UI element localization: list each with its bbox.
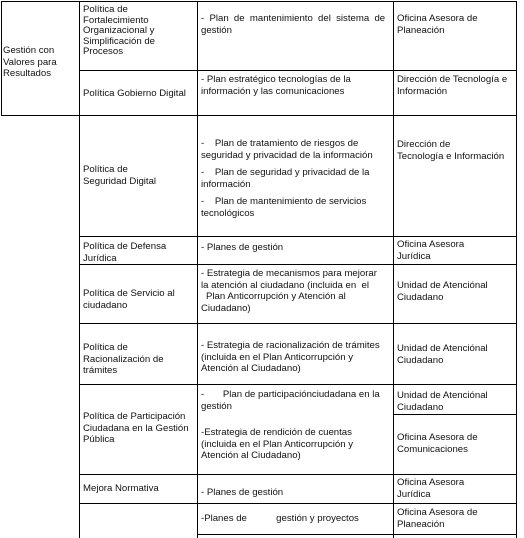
plan-item: - Plan de participaciónciudadana en la gestión bbox=[201, 389, 380, 412]
responsible-office: Oficina Asesora Jurídica bbox=[397, 477, 465, 500]
responsible-subrow-divider bbox=[393, 414, 517, 415]
plan-item: -Estrategia de rendición de cuentas (incluida en el Plan Anticorrupción y Atención al Ciudadano) bbox=[201, 427, 353, 461]
column-divider-1 bbox=[79, 1, 80, 538]
plan-item: - Plan de tratamiento de riesgos de seguridad y privacidad de la información bbox=[201, 138, 373, 161]
plan-item: - Plan de mantenimiento del sistema de gestión bbox=[201, 13, 386, 36]
responsible-office: Unidad de Atenciónal Ciudadano bbox=[397, 280, 488, 303]
plan-item: - Planes de gestión bbox=[201, 487, 284, 498]
policy-name: Política de Fortalecimiento Organizacional y Simplificación de Procesos bbox=[83, 4, 155, 58]
row-divider bbox=[79, 323, 517, 324]
responsible-office: Oficina Asesora de Planeación bbox=[397, 507, 478, 530]
row-divider bbox=[197, 534, 517, 535]
responsible-office: Dirección de Tecnología e Información bbox=[397, 139, 505, 162]
policy-name: Política de Defensa Jurídica bbox=[83, 241, 167, 264]
plan-item: - Estrategia de mecanismos para mejorar la atención al ciudadano (incluida en el Plan Anticorrupción y Atención al Ciudadano) bbox=[201, 268, 377, 314]
dimension-label: Gestión con Valores para Resultados bbox=[3, 45, 57, 79]
responsible-office: Oficina Asesora de Comunicaciones bbox=[397, 432, 478, 455]
policy-name: Mejora Normativa bbox=[83, 483, 159, 494]
responsible-office: Unidad de Atenciónal Ciudadano bbox=[397, 343, 488, 366]
row-divider bbox=[79, 70, 517, 71]
policy-name: Política de Racionalización de trámites bbox=[83, 342, 164, 376]
plan-item: - Plan estratégico tecnologías de la información y las comunicaciones bbox=[201, 74, 351, 97]
policy-name: Política de Servicio al ciudadano bbox=[83, 288, 175, 311]
dimension-row-divider bbox=[1, 115, 517, 116]
row-divider bbox=[79, 236, 517, 237]
policy-name: Política de Seguridad Digital bbox=[83, 164, 157, 187]
column-divider-2 bbox=[197, 1, 198, 538]
policy-name: Política de Participación Ciudadana en la Gestión Pública bbox=[83, 411, 189, 445]
responsible-office: Dirección de Tecnología e Información bbox=[397, 74, 508, 97]
plan-item: - Plan de mantenimiento de servicios tecnológicos bbox=[201, 196, 367, 219]
responsible-office: Oficina Asesora Jurídica bbox=[397, 239, 465, 262]
row-divider bbox=[79, 503, 517, 504]
column-divider-3 bbox=[393, 1, 394, 538]
table-border-right bbox=[516, 1, 517, 538]
plan-item: - Plan de seguridad y privacidad de la información bbox=[201, 167, 370, 190]
plan-item: - Estrategia de racionalización de trámites (incluida en el Plan Anticorrupción y Atención al Ciudadano) bbox=[201, 340, 380, 374]
table-border-left bbox=[1, 1, 2, 115]
plan-item: -Planes de gestión y proyectos bbox=[201, 513, 359, 524]
responsible-office: Oficina Asesora de Planeación bbox=[397, 13, 478, 36]
policy-name: Política Gobierno Digital bbox=[83, 88, 186, 99]
row-divider bbox=[79, 264, 517, 265]
row-divider bbox=[79, 384, 517, 385]
row-divider bbox=[79, 474, 517, 475]
plan-item: - Planes de gestión bbox=[201, 242, 284, 253]
responsible-office: Unidad de Atenciónal Ciudadano bbox=[397, 390, 488, 413]
